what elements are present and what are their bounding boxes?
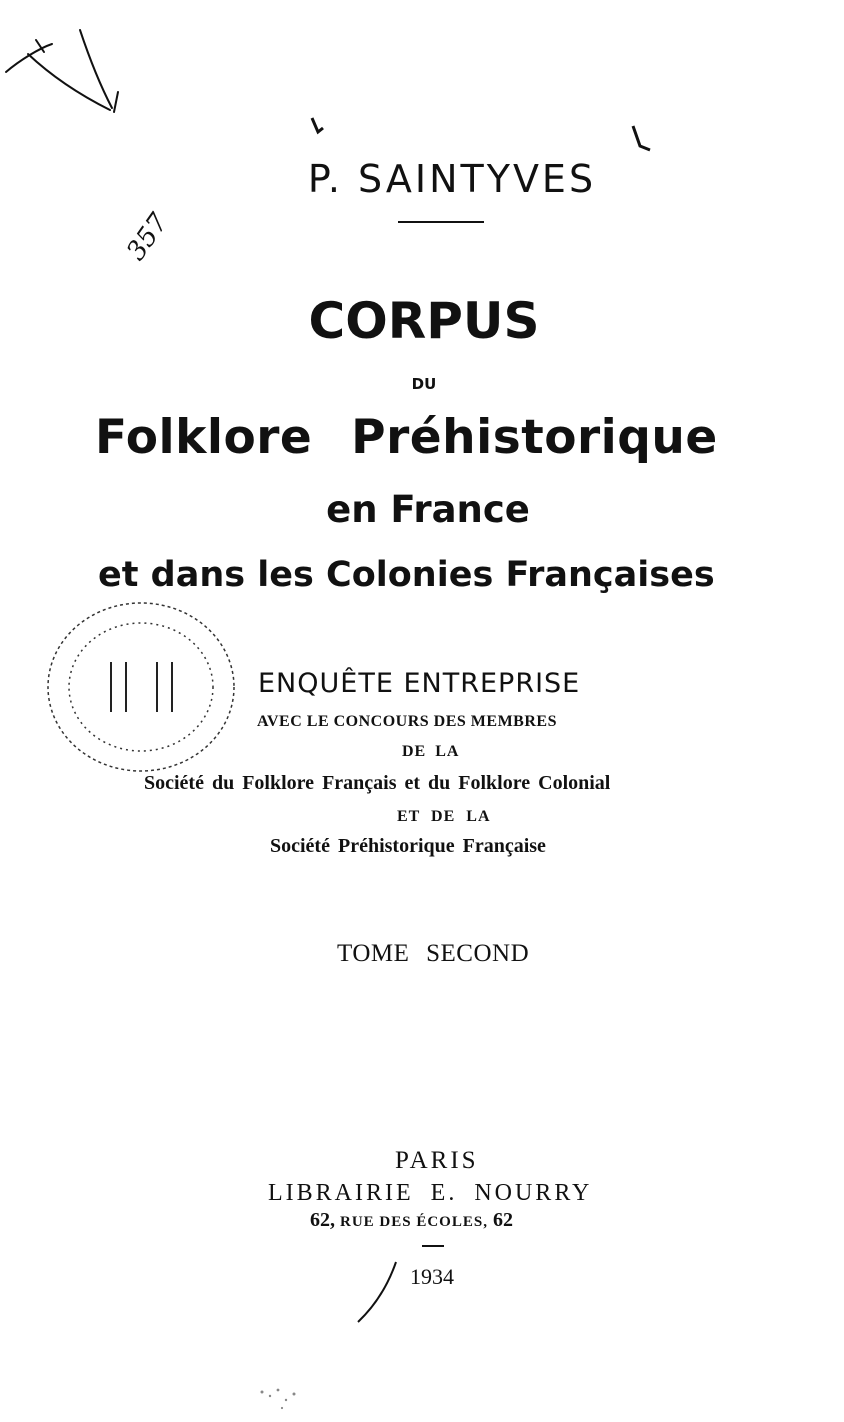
library-stamp	[48, 603, 234, 771]
pencil-stroke	[358, 1262, 396, 1322]
city-label: PARIS	[395, 1147, 479, 1174]
pencil-scribble-icon	[6, 30, 118, 112]
title-line-colonies: et dans les Colonies Françaises	[98, 555, 715, 595]
author-name: P. SAINTYVES	[307, 157, 597, 201]
short-divider	[422, 1245, 444, 1247]
address-street: RUE DES ÉCOLES,	[340, 1214, 488, 1230]
avec-concours-line: AVEC LE CONCOURS DES MEMBRES	[257, 713, 557, 730]
tick-mark-right	[633, 126, 650, 150]
title-line-en-france: en France	[326, 488, 530, 531]
title-subject: Folklore Préhistorique	[95, 410, 718, 465]
societe-folklore-line: Société du Folklore Français et du Folklore Colonial	[144, 772, 611, 794]
tick-mark-left	[312, 118, 323, 132]
enquete-line: ENQUÊTE ENTREPRISE	[258, 668, 581, 699]
title-du: DU	[411, 375, 437, 393]
shelf-number: 357	[121, 208, 175, 267]
publisher-label: LIBRAIRIE E. NOURRY	[268, 1180, 593, 1206]
de-la-line: DE LA	[402, 743, 460, 760]
address-number-2: 62	[492, 1209, 513, 1231]
et-de-la-line: ET DE LA	[397, 808, 491, 825]
divider-rule	[398, 221, 484, 223]
societe-prehistorique-line: Société Préhistorique Française	[270, 835, 546, 857]
title-main: CORPUS	[308, 292, 540, 350]
publisher-address	[310, 1209, 513, 1232]
address-number-1: 62,	[310, 1209, 335, 1231]
publication-year: 1934	[410, 1264, 454, 1289]
tome-label: TOME SECOND	[337, 940, 530, 967]
bottom-smudge	[261, 1389, 296, 1410]
